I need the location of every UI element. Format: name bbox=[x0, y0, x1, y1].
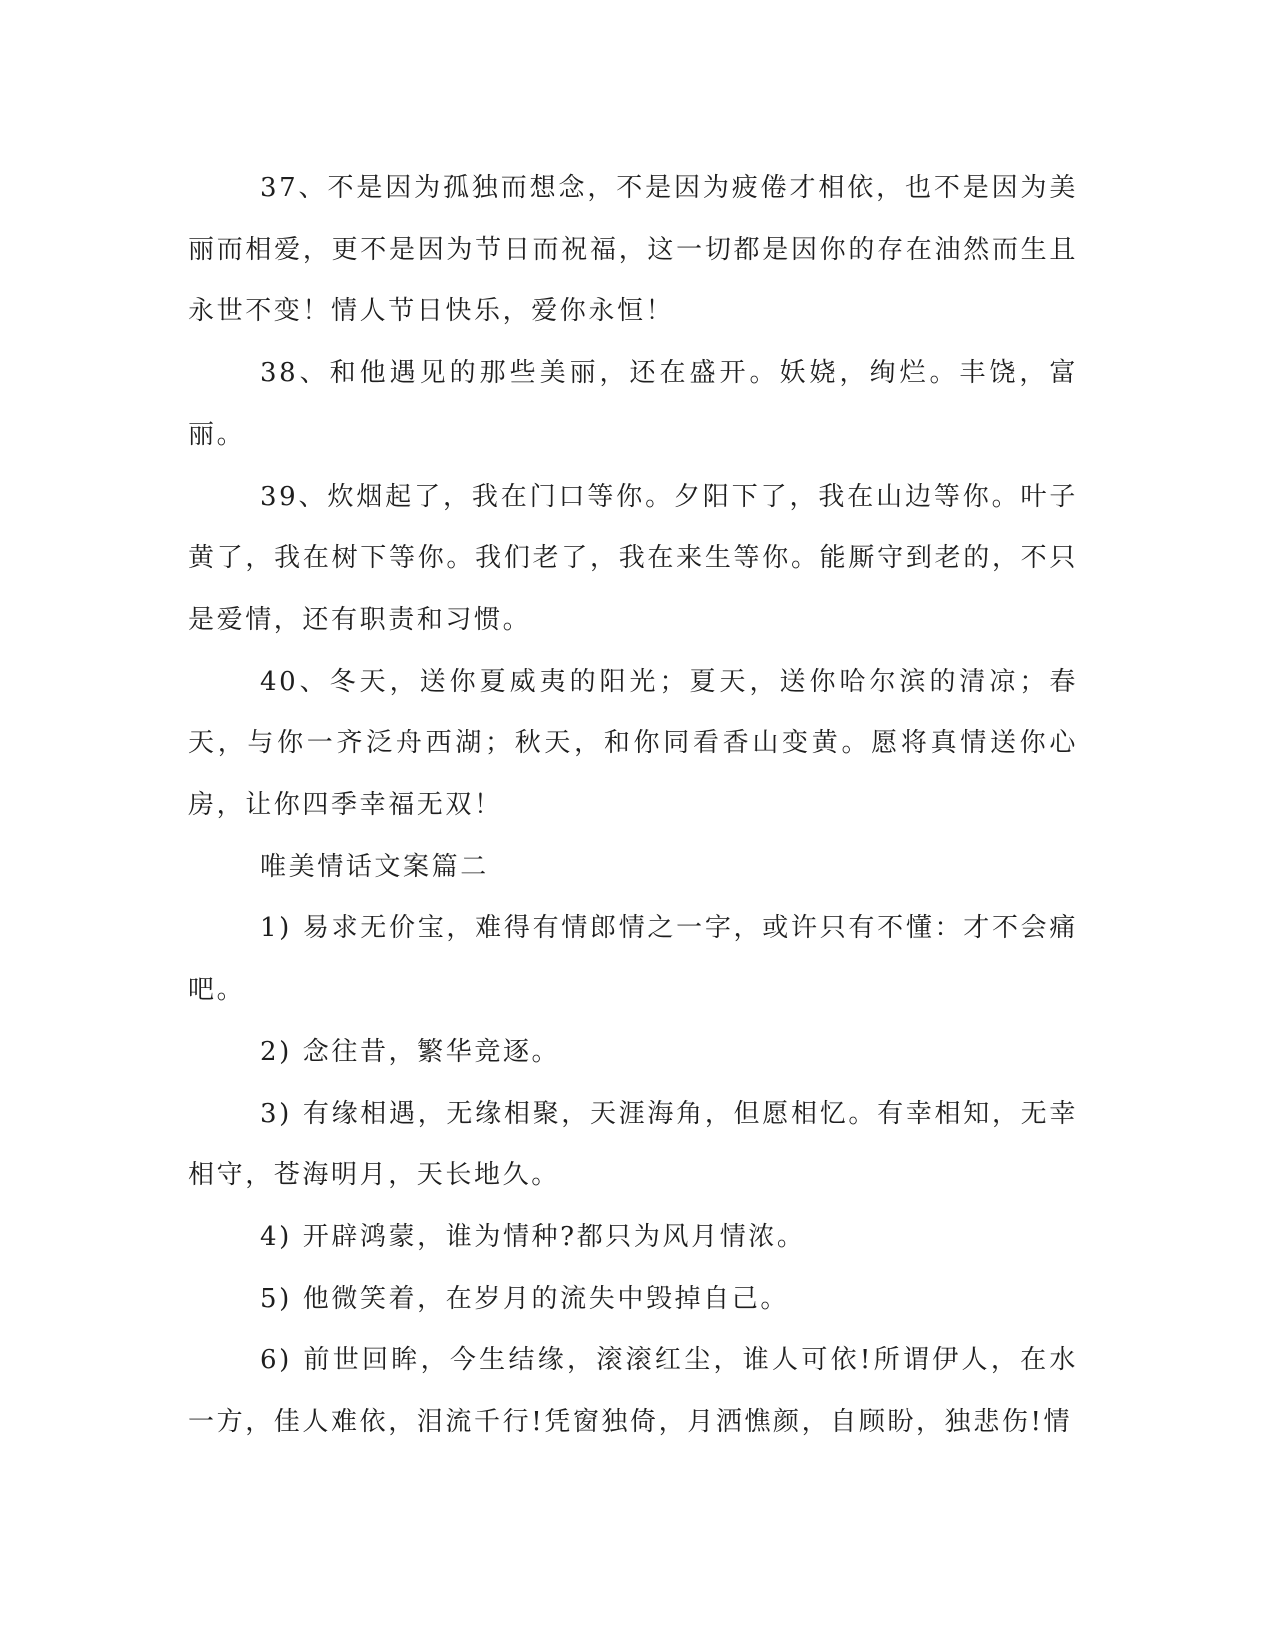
list-item-3: 3) 有缘相遇，无缘相聚，天涯海角，但愿相忆。有幸相知，无幸相守，苍海明月，天长地久。 bbox=[188, 1098, 1078, 1191]
list-item-5: 5) 他微笑着，在岁月的流失中毁掉自己。 bbox=[260, 1283, 789, 1314]
list-item-1: 1) 易求无价宝，难得有情郎情之一字，或许只有不懂：才不会痛吧。 bbox=[188, 913, 1078, 1006]
list-item-2: 2) 念往昔，繁华竞逐。 bbox=[260, 1036, 561, 1067]
section-heading: 唯美情话文案篇二 bbox=[260, 851, 489, 882]
paragraph-39: 39、炊烟起了，我在门口等你。夕阳下了，我在山边等你。叶子黄了，我在树下等你。我们老了，我在来生等你。能厮守到老的，不只是爱情，还有职责和习惯。 bbox=[188, 481, 1078, 635]
list-item-6: 6) 前世回眸，今生结缘，滚滚红尘，谁人可依!所谓伊人，在水一方，佳人难依，泪流千行!凭窗独倚，月洒憔颜，自顾盼，独悲伤!情 bbox=[188, 1345, 1078, 1438]
document-body bbox=[188, 158, 1078, 1454]
paragraph-38: 38、和他遇见的那些美丽，还在盛开。妖娆，绚烂。丰饶，富丽。 bbox=[188, 358, 1078, 450]
paragraph-37: 37、不是因为孤独而想念，不是因为疲倦才相依，也不是因为美丽而相爱，更不是因为节日而祝福，这一切都是因你的存在油然而生且永世不变！情人节日快乐，爱你永恒！ bbox=[188, 173, 1078, 327]
list-item-4: 4) 开辟鸿蒙，谁为情种?都只为风月情浓。 bbox=[260, 1221, 806, 1252]
paragraph-40: 40、冬天，送你夏威夷的阳光；夏天，送你哈尔滨的清凉；春天，与你一齐泛舟西湖；秋天，和你同看香山变黄。愿将真情送你心房，让你四季幸福无双！ bbox=[188, 666, 1078, 821]
